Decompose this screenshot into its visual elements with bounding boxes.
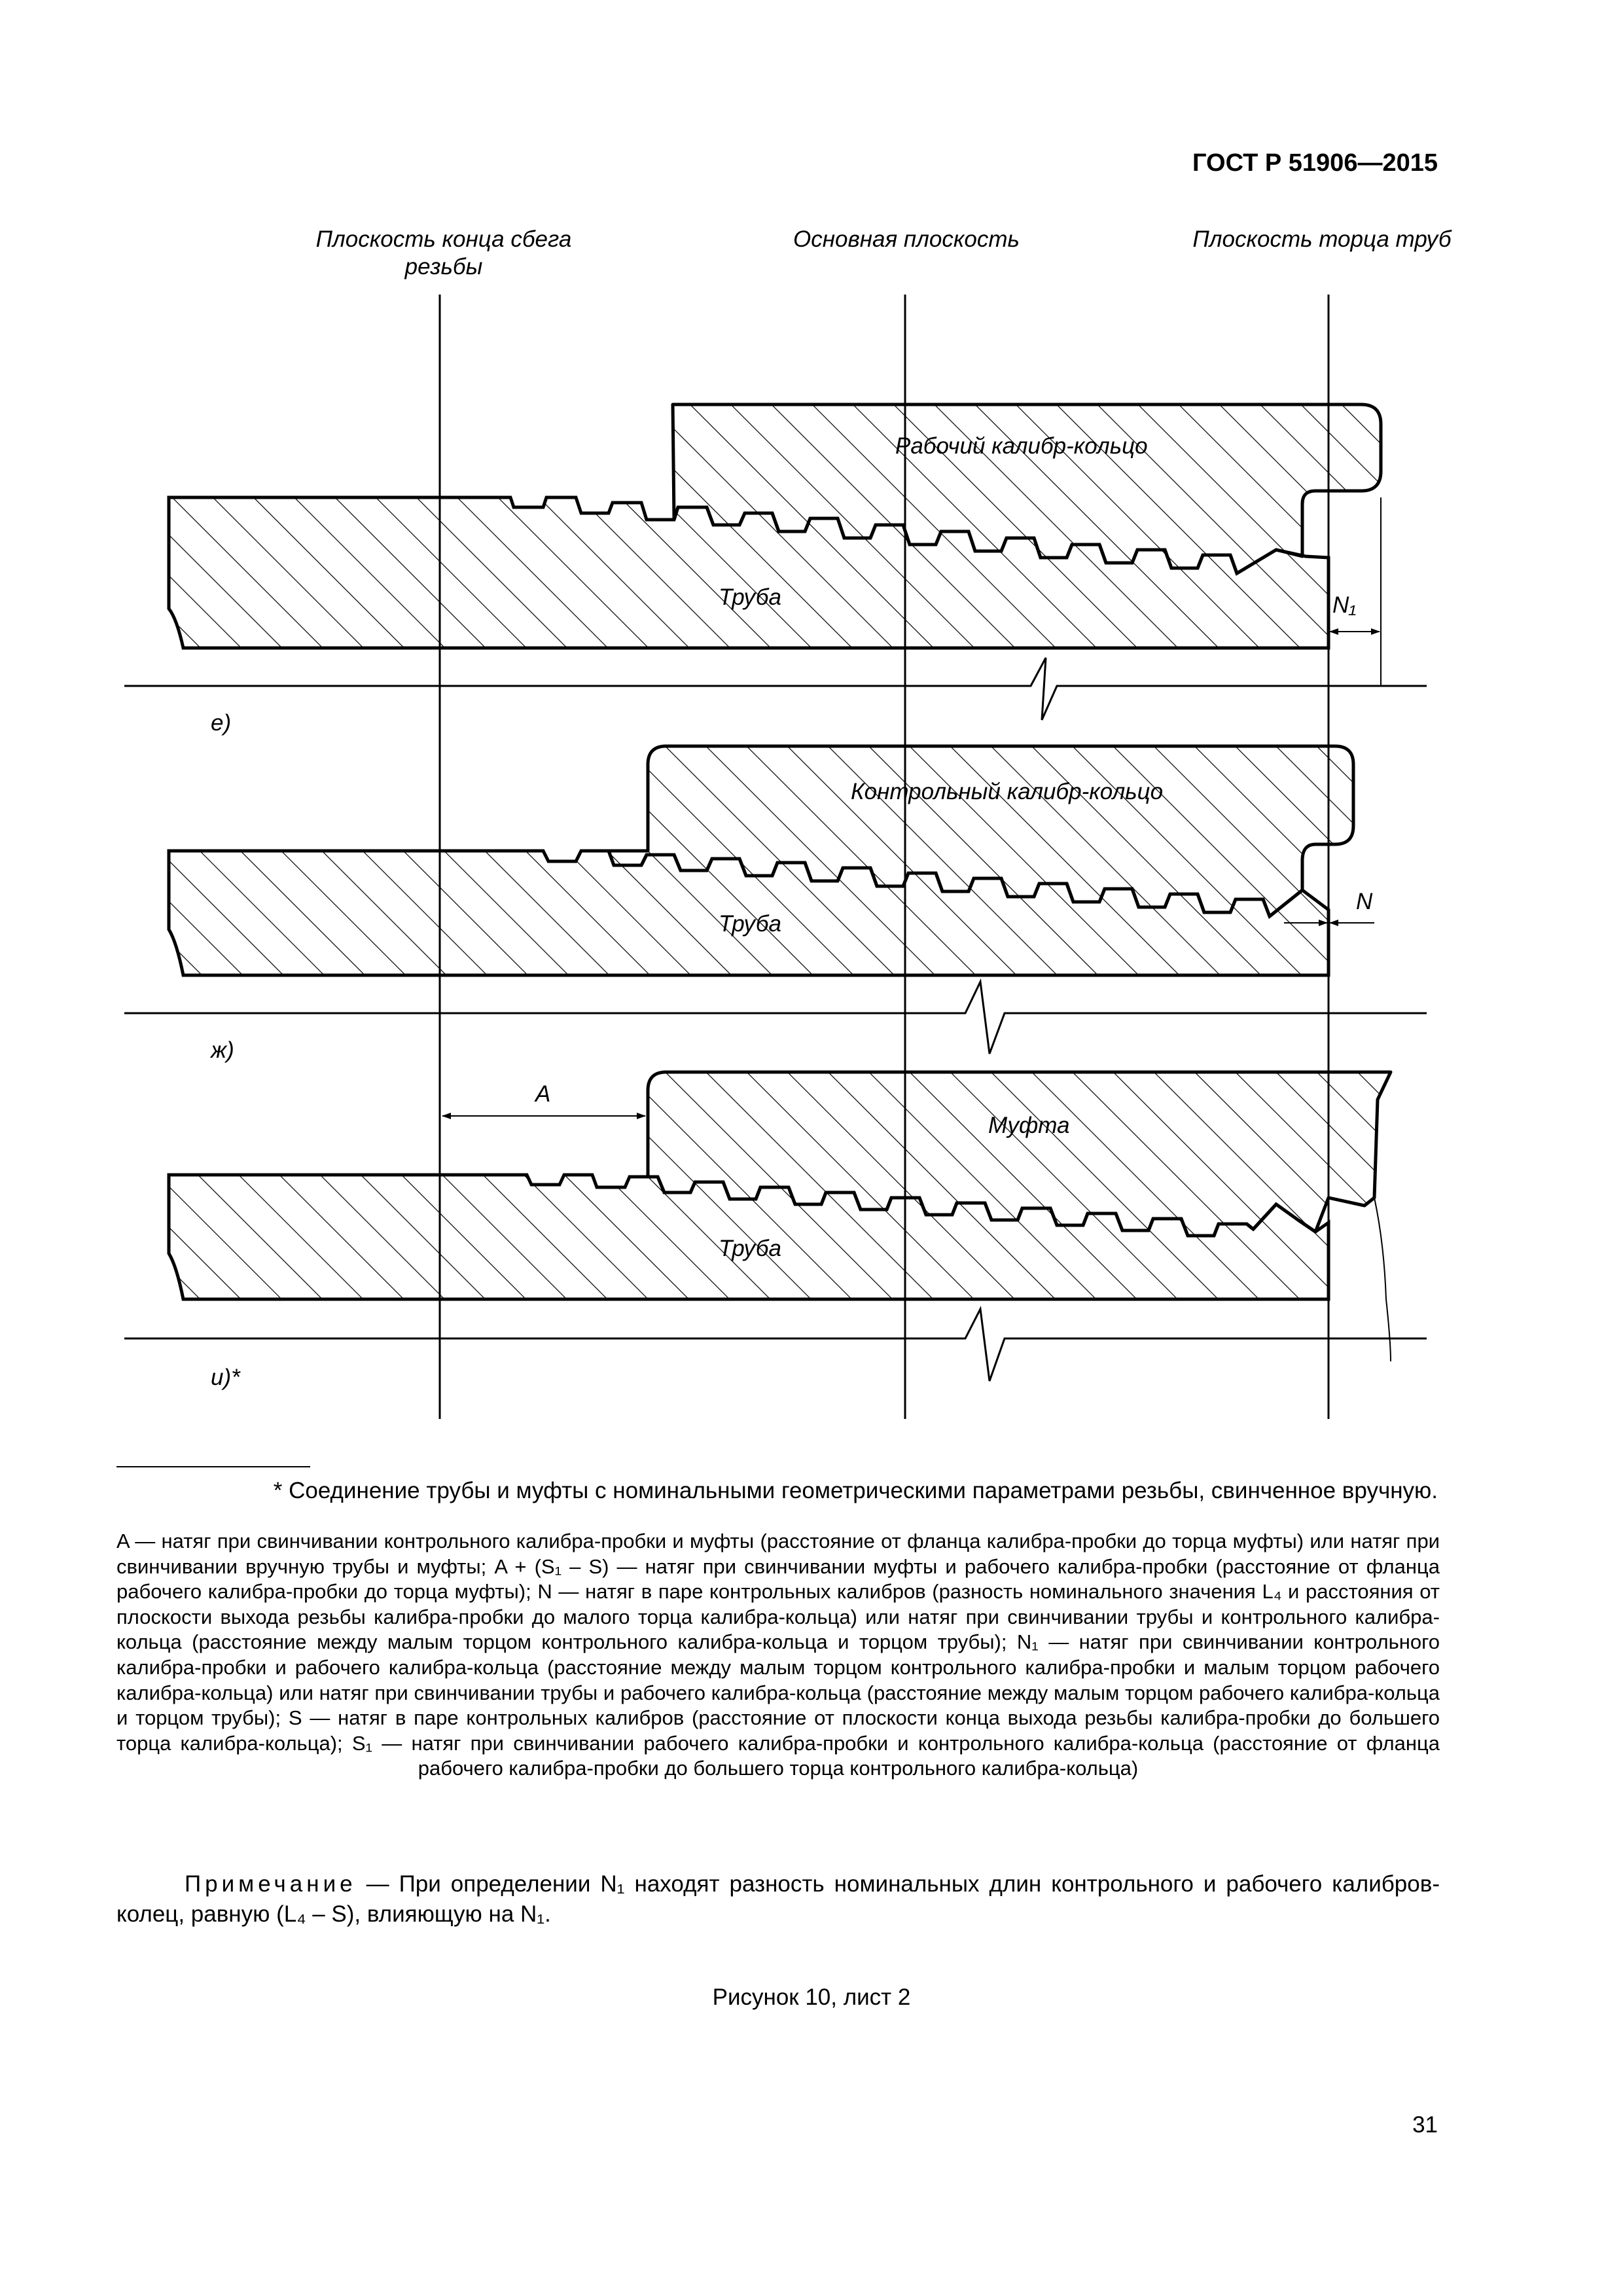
footnote: * Соединение трубы и муфты с номинальными геометрическими параметрами резьбы, свинченное вручную. bbox=[273, 1478, 1438, 1503]
plane-label-runout-end: Плоскость конца сбега резьбы bbox=[315, 226, 572, 279]
view-e-pipe-label: Труба bbox=[719, 584, 781, 610]
view-zh-pipe-label: Труба bbox=[719, 911, 781, 937]
view-i-coupling-label: Муфта bbox=[988, 1113, 1070, 1138]
view-i-drawing bbox=[124, 1072, 1427, 1381]
view-e-drawing bbox=[124, 404, 1427, 720]
footnote-rule bbox=[116, 1466, 310, 1467]
view-zh-dimension-label: N bbox=[1356, 889, 1373, 914]
plane-label-pipe-end: Плоскость торца труб bbox=[1192, 226, 1452, 252]
view-i-pipe-label: Труба bbox=[719, 1236, 781, 1261]
view-zh-label: ж) bbox=[211, 1037, 234, 1063]
note bbox=[116, 1869, 1440, 1929]
page-number: 31 bbox=[1412, 2112, 1438, 2138]
note-label: Примечание bbox=[185, 1871, 357, 1897]
view-e-label: е) bbox=[211, 710, 232, 736]
standard-designation: ГОСТ Р 51906—2015 bbox=[1192, 149, 1438, 177]
symbols-legend: A — натяг при свинчивании контрольного калибра-пробки и муфты (расстояние от фланца калибра-пробки до торца муфты) или натяг при свинчивании вручную трубы и муфты; A + (S₁ – S) — натяг при свинчивании муфты и рабочего калибра-пробки (расстояние от фланца рабочего калибра-пробки до торца муфты); N — натяг в паре контрольных калибров (разность номинального значения L₄ и расстояния от плоскости выхода резьбы калибра-пробки до малого торца калибра-кольца) или натяг при свинчивании трубы и контрольного калибра-кольца (расстояние между малым торцом контрольного калибра-кольца и торцом трубы); N₁ — натяг при свинчивании контрольного калибра-пробки и рабочего калибра-кольца (расстояние между малым торцом контрольного калибра-пробки и малым торцом рабочего калибра-кольца) или натяг при свинчивании трубы и рабочего калибра-кольца (расстояние между малым торцом рабочего калибра-кольца и торцом трубы); S — натяг в паре контрольных калибров (расстояние от плоскости конца выхода резьбы калибра-пробки до большего торца калибра-кольца); S₁ — натяг при свинчивании рабочего калибра-пробки и контрольного калибра-кольца (расстояние от фланца рабочего калибра-пробки до большего торца контрольного калибра-кольца) bbox=[116, 1530, 1440, 1780]
view-e-ring-label: Рабочий калибр-кольцо bbox=[895, 433, 1148, 459]
figure-caption: Рисунок 10, лист 2 bbox=[712, 1984, 911, 2010]
view-e-dimension-label: N₁ bbox=[1332, 592, 1357, 618]
view-i-dimension-label: A bbox=[535, 1081, 551, 1107]
note-text: — При определении N₁ находят разность номинальных длин контрольного и рабочего калибров-колец, равную (L₄ – S), влияющую на N₁. bbox=[116, 1871, 1440, 1927]
view-zh-ring-label: Контрольный калибр-кольцо bbox=[851, 779, 1164, 804]
view-i-label: и)* bbox=[211, 1365, 240, 1390]
plane-label-basic: Основная плоскость bbox=[793, 226, 1020, 252]
view-zh-drawing bbox=[124, 746, 1427, 1054]
